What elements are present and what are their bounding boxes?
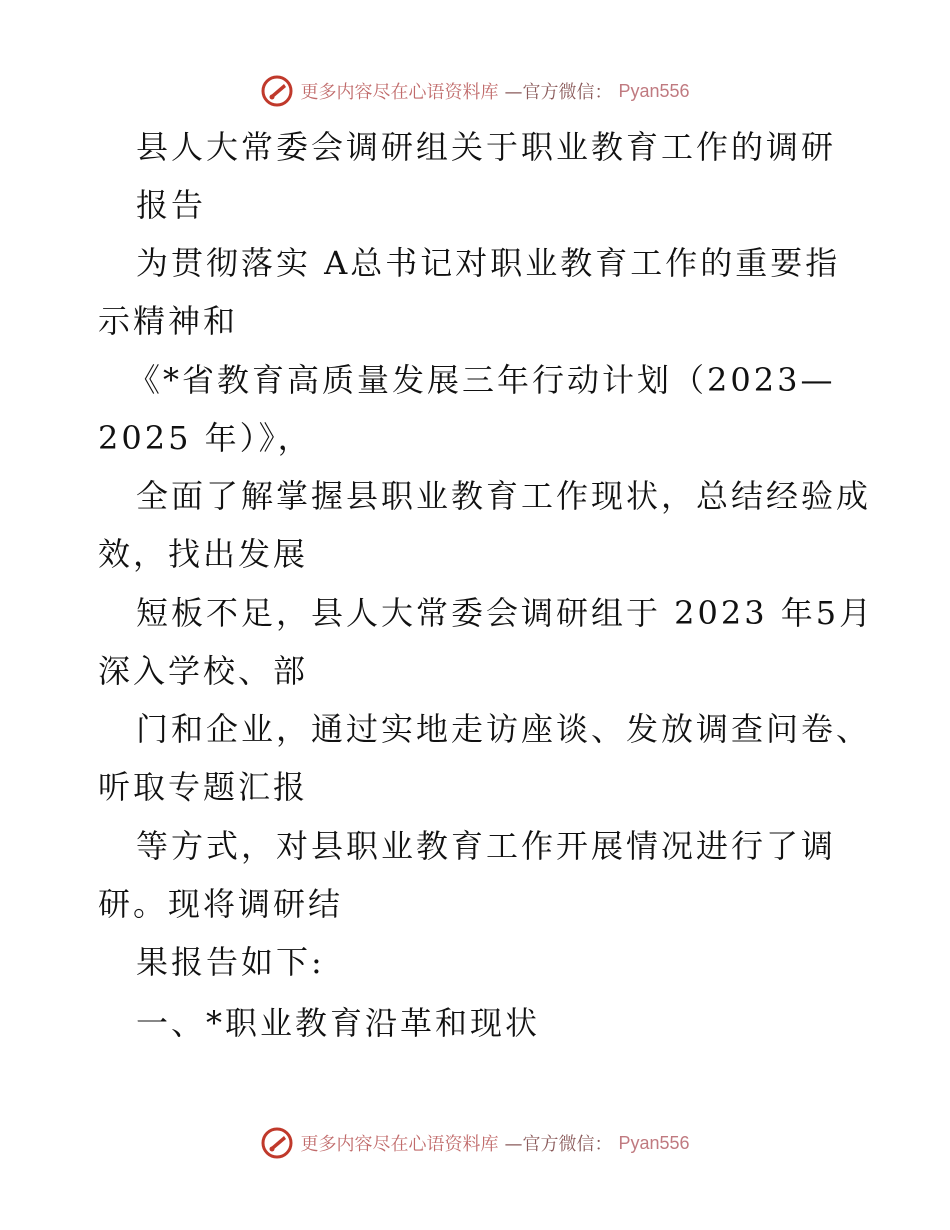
doc-paragraph-line: 《*省教育高质量发展三年行动计划（2023— — [128, 361, 836, 399]
doc-title-line-2: 报告 — [136, 186, 207, 224]
watermark-left-text: 更多内容尽在心语资料库 — [300, 82, 499, 103]
doc-paragraph-line: 深入学校、部 — [98, 652, 309, 690]
doc-paragraph-line: 2025 年）》， — [98, 419, 313, 457]
doc-paragraph-line: 短板不足，县人大常委会调研组于 2023 年5月 — [136, 594, 875, 632]
footer-watermark — [0, 1126, 950, 1160]
doc-paragraph-line: 等方式，对县职业教育工作开展情况进行了调 — [136, 827, 837, 865]
logo-icon — [260, 74, 294, 108]
doc-paragraph-line: 研。现将调研结 — [98, 885, 344, 923]
doc-paragraph-line: 效，找出发展 — [98, 535, 309, 573]
watermark-middle-text: —官方微信： — [504, 1134, 613, 1155]
doc-title-line-1: 县人大常委会调研组关于职业教育工作的调研 — [136, 128, 837, 166]
watermark-middle-text: —官方微信： — [504, 82, 613, 103]
doc-section-heading: 一、*职业教育沿革和现状 — [136, 1004, 541, 1042]
doc-paragraph-line: 果报告如下: — [136, 943, 325, 981]
header-watermark — [0, 74, 950, 108]
watermark-right-text: Pyan556 — [618, 80, 690, 101]
watermark-right-text: Pyan556 — [618, 1132, 690, 1153]
doc-paragraph-line: 门和企业，通过实地走访座谈、发放调查问卷、 — [136, 710, 872, 748]
logo-icon — [260, 1126, 294, 1160]
doc-paragraph-line: 示精神和 — [98, 302, 239, 340]
doc-paragraph-line: 为贯彻落实 A总书记对职业教育工作的重要指 — [136, 244, 841, 282]
doc-paragraph-line: 听取专题汇报 — [98, 768, 309, 806]
watermark-left-text: 更多内容尽在心语资料库 — [300, 1134, 499, 1155]
doc-paragraph-line: 全面了解掌握县职业教育工作现状，总结经验成 — [136, 477, 872, 515]
